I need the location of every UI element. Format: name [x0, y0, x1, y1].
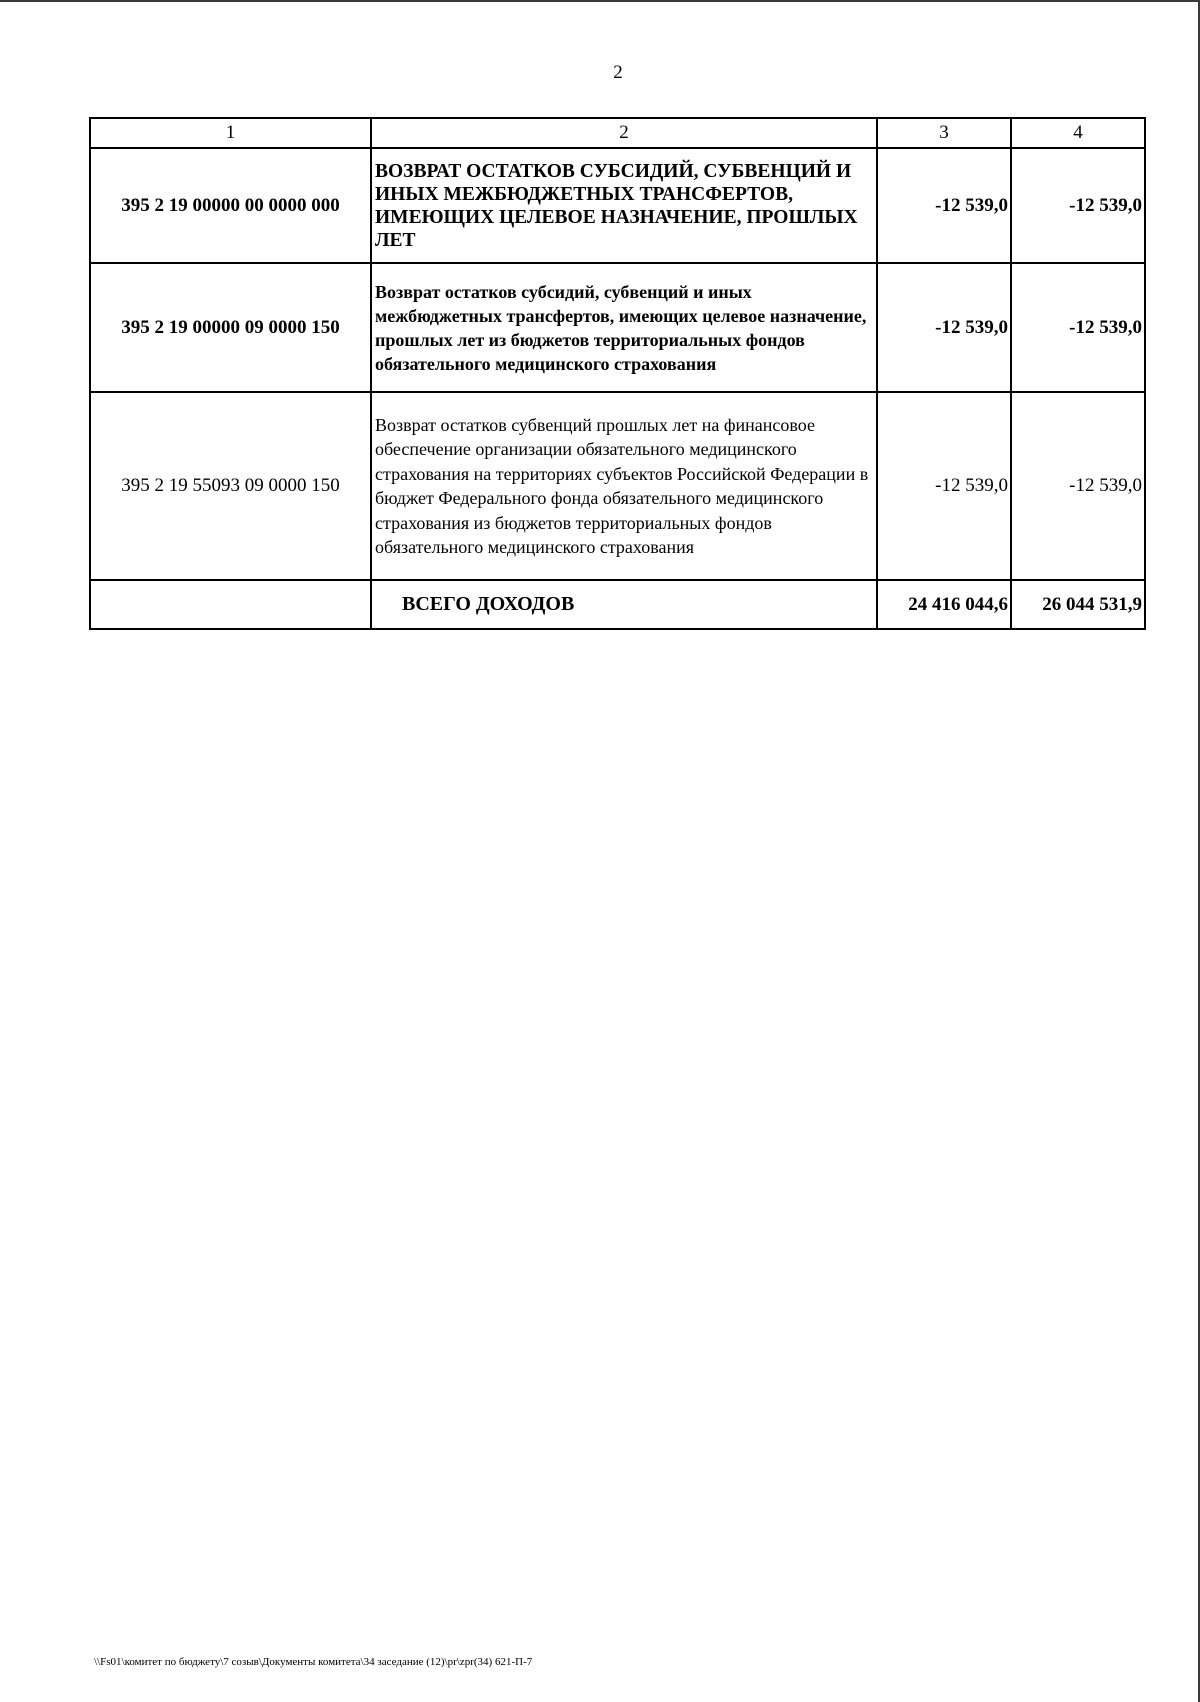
total-row — [90, 580, 1145, 629]
total-label-cell: ВСЕГО ДОХОДОВ — [371, 580, 877, 629]
income-name-cell: Возврат остатков субвенций прошлых лет на финансовое обеспечение организации обязательного медицинского страхования на территориях субъектов Российской Федерации в бюджет Федерального фонда обязательного медицинского страхования из бюджетов территориальных фондов обязательного медицинского страхования — [371, 392, 877, 580]
footer-file-path: \\Fs01\комитет по бюджету\7 созыв\Документы комитета\34 заседание (12)\pr\zpr(34) 621-П-7 — [94, 1656, 533, 1668]
total-col3-cell: 24 416 044,6 — [877, 580, 1011, 629]
income-name-cell: Возврат остатков субсидий, субвенций и иных межбюджетных трансфертов, имеющих целевое назначение, прошлых лет из бюджетов территориальных фондов обязательного медицинского страхования — [371, 263, 877, 392]
amount-col3-cell: -12 539,0 — [877, 392, 1011, 580]
header-cell-2: 2 — [371, 118, 877, 148]
header-cell-3: 3 — [877, 118, 1011, 148]
header-cell-4: 4 — [1011, 118, 1145, 148]
amount-col4-cell: -12 539,0 — [1011, 148, 1145, 263]
page-number: 2 — [613, 62, 623, 83]
total-col4-cell: 26 044 531,9 — [1011, 580, 1145, 629]
header-cell-1: 1 — [90, 118, 371, 148]
total-code-cell — [90, 580, 371, 629]
budget-table — [89, 117, 1146, 630]
table-row — [90, 148, 1145, 263]
budget-code-cell: 395 2 19 00000 09 0000 150 — [90, 263, 371, 392]
amount-col4-cell: -12 539,0 — [1011, 392, 1145, 580]
budget-code-cell: 395 2 19 00000 00 0000 000 — [90, 148, 371, 263]
table-row — [90, 263, 1145, 392]
budget-code-cell: 395 2 19 55093 09 0000 150 — [90, 392, 371, 580]
amount-col4-cell: -12 539,0 — [1011, 263, 1145, 392]
amount-col3-cell: -12 539,0 — [877, 263, 1011, 392]
table-header-row — [90, 118, 1145, 148]
amount-col3-cell: -12 539,0 — [877, 148, 1011, 263]
page-border-top — [0, 0, 1200, 2]
table-row — [90, 392, 1145, 580]
income-name-cell: ВОЗВРАТ ОСТАТКОВ СУБСИДИЙ, СУБВЕНЦИЙ И ИНЫХ МЕЖБЮДЖЕТНЫХ ТРАНСФЕРТОВ, ИМЕЮЩИХ ЦЕЛЕВОЕ НАЗНАЧЕНИЕ, ПРОШЛЫХ ЛЕТ — [371, 148, 877, 263]
